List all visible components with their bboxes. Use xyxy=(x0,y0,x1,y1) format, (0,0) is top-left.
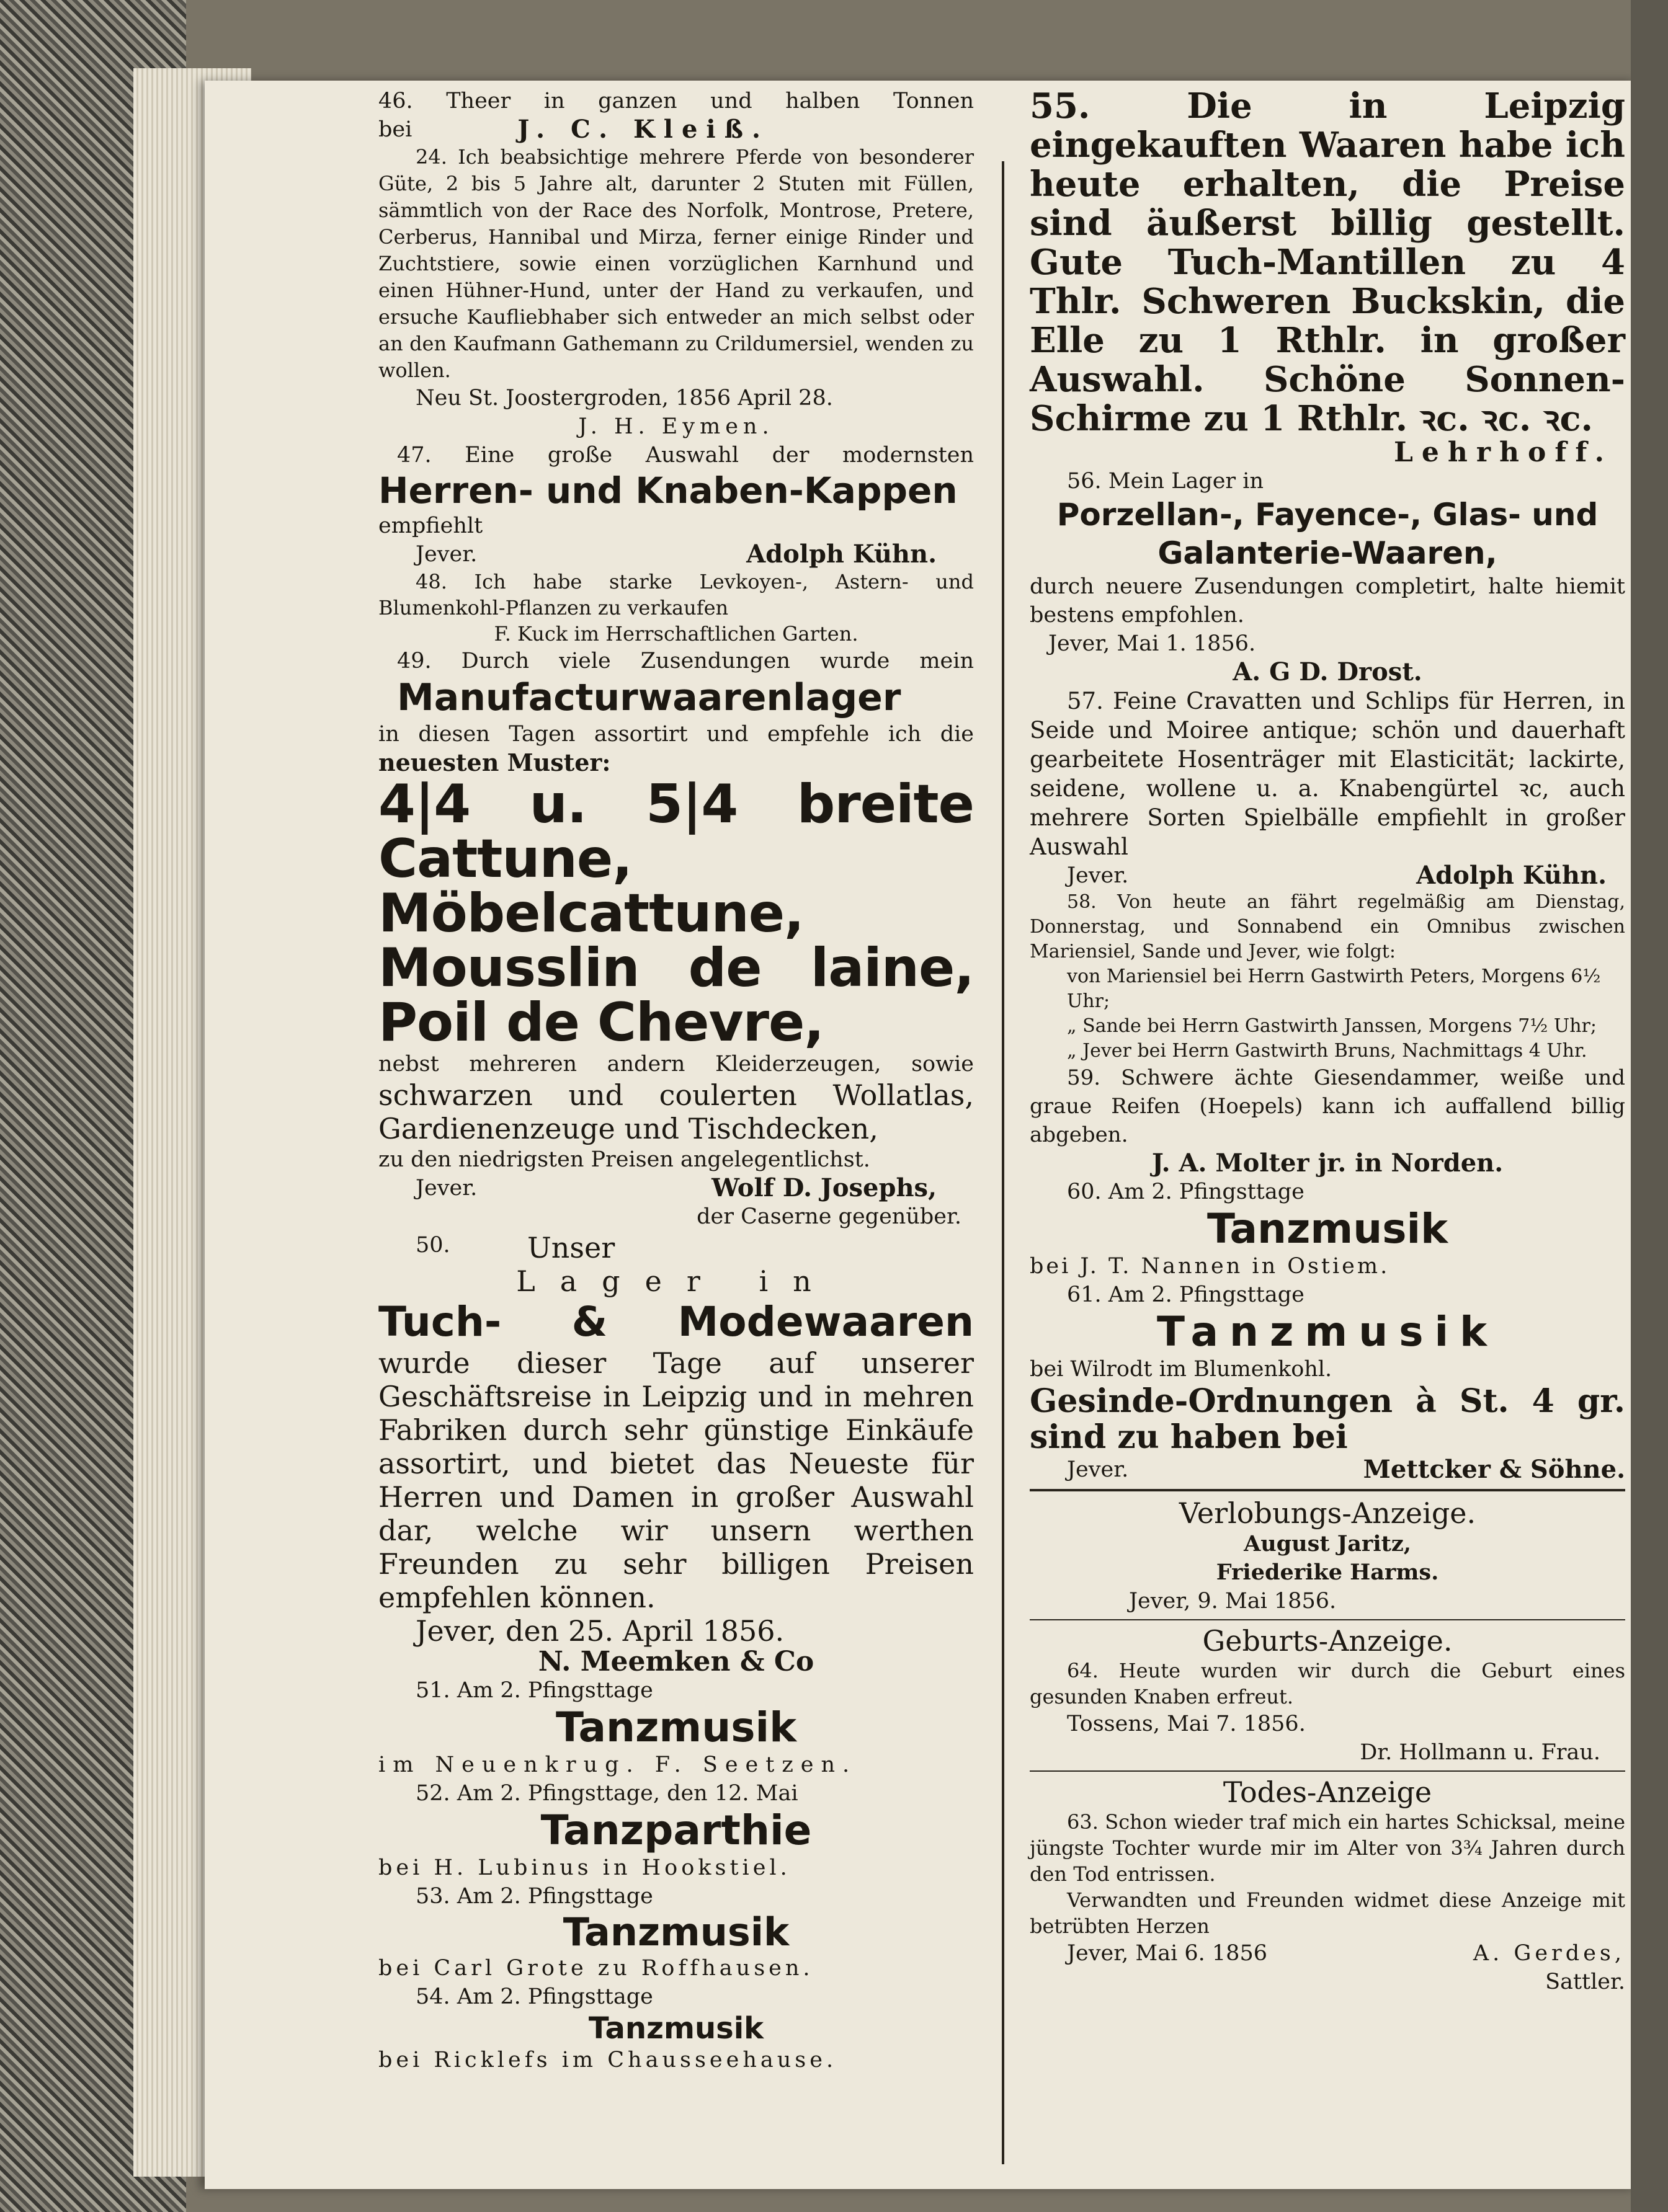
ad-56-signature: A. G D. Drost. xyxy=(1233,657,1422,686)
ad-48-text: 48. Ich habe starke Levkoyen-, Astern- und Blumenkohl-Pflanzen zu verkaufen xyxy=(378,570,974,620)
ad-56-date: Jever, Mai 1. 1856. xyxy=(1048,631,1256,656)
ad-58-line2: „ Sande bei Herrn Gastwirth Janssen, Morgens 7½ Uhr; xyxy=(1067,1015,1597,1037)
ad-55 xyxy=(1030,87,1625,467)
ad-60-line3: bei J. T. Nannen in Ostiem. xyxy=(1030,1254,1390,1279)
ad-48-signature: F. Kuck im Herrschaftlichen Garten. xyxy=(494,622,859,646)
ad-47 xyxy=(378,441,974,569)
verlobung-title: Verlobungs-Anzeige. xyxy=(1179,1496,1476,1530)
ad-47-headline: Herren- und Knaben-Kappen xyxy=(378,469,958,512)
ad-gesinde-text: Gesinde-Ordnungen à St. 4 gr. sind zu haben bei xyxy=(1030,1382,1625,1456)
ad-54 xyxy=(378,1983,974,2074)
ad-59-signature: J. A. Molter jr. in Norden. xyxy=(1151,1148,1504,1178)
geburt xyxy=(1030,1624,1625,1767)
ad-55-signature: Lehrhoff. xyxy=(1393,437,1613,468)
todes-text-2: Verwandten und Freunden widmet diese Anzeige mit betrübten Herzen xyxy=(1030,1888,1625,1938)
ad-49-line8: zu den niedrigsten Preisen angelegentlichst. xyxy=(378,1147,870,1172)
ad-49-headline: Manufacturwaarenlager xyxy=(397,676,901,719)
ad-60-text: 60. Am 2. Pfingsttage xyxy=(1067,1179,1305,1204)
ad-49-line6: nebst mehreren andern Kleiderzeugen, sowie xyxy=(378,1052,974,1077)
ad-54-headline: Tanzmusik xyxy=(588,2011,764,2046)
ad-46-signature: J. C. Kleiß. xyxy=(517,115,769,144)
ad-46-text: 46. Theer in ganzen und halben Tonnen xyxy=(378,89,974,113)
verlobung xyxy=(1030,1496,1625,1615)
ad-57-signature: Adolph Kühn. xyxy=(1416,861,1607,890)
ad-58-line1: von Mariensiel bei Herrn Gastwirth Peters, Morgens 6½ Uhr; xyxy=(1067,966,1601,1012)
ad-gesinde xyxy=(1030,1384,1625,1484)
ad-56-body: durch neuere Zusendungen completirt, halte hiemit bestens empfohlen. xyxy=(1030,574,1625,628)
ad-51 xyxy=(378,1676,974,1779)
ad-47-place: Jever. xyxy=(416,542,478,567)
ad-24 xyxy=(378,144,974,441)
ad-50-unser: Unser xyxy=(527,1231,615,1264)
ad-47-text: 47. Eine große Auswahl der modernsten xyxy=(397,443,974,468)
ad-49-line4: neuesten Muster: xyxy=(378,748,611,776)
ad-53-text: 53. Am 2. Pfingsttage xyxy=(416,1884,653,1909)
ad-49 xyxy=(378,647,974,1231)
section-rule xyxy=(1030,1770,1625,1772)
ad-49-signature: Wolf D. Josephs, xyxy=(711,1173,937,1202)
ad-52-line3: bei H. Lubinus in Hookstiel. xyxy=(378,1855,791,1880)
ad-61 xyxy=(1030,1281,1625,1384)
ad-60-headline: Tanzmusik xyxy=(1206,1205,1448,1253)
ad-55-text: 55. Die in Leipzig eingekauften Waaren habe ich heute erhalten, die Preise sind äußerst billig gestellt. Gute Tuch-Mantillen zu 4 Thlr. Schweren Buckskin, die Elle zu 1 Rthlr. in großer Auswahl. Schöne Sonnen-Schirme zu 1 Rthlr. ꝛc. ꝛc. ꝛc. xyxy=(1030,86,1625,439)
ad-53-line3: bei Carl Grote zu Roffhausen. xyxy=(378,1956,814,1981)
ad-56-text: 56. Mein Lager in xyxy=(1067,469,1264,494)
ad-58 xyxy=(1030,890,1625,1064)
next-page-edge xyxy=(1631,0,1668,2212)
section-rule xyxy=(1030,1619,1625,1620)
ad-49-big-text: 4|4 u. 5|4 breite Cattune, Möbelcattune, Mousslin de laine, Poil de Chevre, xyxy=(378,773,974,1054)
ad-57-text: 57. Feine Cravatten und Schlips für Herren, in Seide und Moiree antique; schön und dauerhaft gearbeitete Hosenträger mit Elasticität; lackirte, seidene, wollene u. a. Knabengürtel ꝛc, auch mehrere Sorten Spielbälle empfiehlt in großer Auswahl xyxy=(1030,688,1625,860)
ad-54-line3: bei Ricklefs im Chausseehause. xyxy=(378,2048,837,2072)
todes-signature: A. Gerdes, xyxy=(1473,1941,1625,1966)
ad-56 xyxy=(1030,467,1625,686)
ad-46-bei: bei xyxy=(378,117,413,142)
ad-24-date: Neu St. Joostergroden, 1856 April 28. xyxy=(416,386,833,411)
ad-24-text: 24. Ich beabsichtige mehrere Pferde von besonderer Güte, 2 bis 5 Jahre alt, darunter 2 Stuten mit Füllen, sämmtlich von der Race des Norfolk, Montrose, Pretere, Cerberus, Hannibal und Mirza, ferner einige Rinder und Zuchtstiere, sowie einen vorzüglichen Karnhund und einen Hühner-Hund, unter der Hand zu verkaufen, und ersuche Kaufliebhaber sich entweder an mich selbst oder an den Kaufmann Gathemann zu Crildumersiel, wenden zu wollen. xyxy=(378,145,974,382)
ad-49-mid-text: schwarzen und coulerten Wollatlas, Gardienenzeuge und Tischdecken, xyxy=(378,1078,974,1145)
verlobung-name-1: August Jaritz, xyxy=(1244,1531,1411,1557)
ad-51-text: 51. Am 2. Pfingsttage xyxy=(416,1678,653,1703)
verlobung-date: Jever, 9. Mai 1856. xyxy=(1129,1589,1337,1614)
ad-60 xyxy=(1030,1178,1625,1281)
ad-59-text: 59. Schwere ächte Giesendammer, weiße und graue Reifen (Hoepels) kann ich auffallend billig abgeben. xyxy=(1030,1065,1625,1147)
ad-50-text: wurde dieser Tage auf unserer Geschäftsreise in Leipzig und in mehren Fabriken durch sehr günstige Einkäufe assortirt, und bietet das Neueste für Herren und Damen in großer Auswahl dar, welche wir unsern werthen Freunden zu sehr billigen Preisen empfehlen können. xyxy=(378,1346,974,1614)
todes xyxy=(1030,1775,1625,1996)
ad-56-headline: Porzellan-, Fayence-, Glas- und Galanterie-Waaren, xyxy=(1056,497,1599,571)
column-divider xyxy=(1002,161,1004,2164)
ad-52 xyxy=(378,1779,974,1882)
ad-50-num: 50. xyxy=(416,1233,450,1258)
ad-59 xyxy=(1030,1064,1625,1178)
ad-47-signature: Adolph Kühn. xyxy=(746,540,937,569)
ad-54-text: 54. Am 2. Pfingsttage xyxy=(416,1984,653,2009)
todes-date: Jever, Mai 6. 1856 xyxy=(1067,1941,1267,1966)
ad-50-headline: Tuch- & Modewaaren xyxy=(378,1298,974,1346)
todes-title: Todes-Anzeige xyxy=(1223,1775,1432,1809)
right-column xyxy=(1030,87,1625,1996)
section-rule xyxy=(1030,1489,1625,1491)
ad-gesinde-place: Jever. xyxy=(1067,1457,1129,1482)
geburt-signature: Dr. Hollmann u. Frau. xyxy=(1360,1740,1600,1765)
ad-52-headline: Tanzparthie xyxy=(540,1806,812,1854)
ad-58-line3: „ Jever bei Herrn Gastwirth Bruns, Nachmittags 4 Uhr. xyxy=(1067,1040,1587,1062)
ad-52-text: 52. Am 2. Pfingsttage, den 12. Mai xyxy=(416,1781,798,1806)
left-column xyxy=(378,87,974,2074)
todes-text: 63. Schon wieder traf mich ein hartes Schicksal, meine jüngste Tochter wurde mir im Alter von 3¾ Jahren durch den Tod entrissen. xyxy=(1030,1810,1625,1886)
ad-50 xyxy=(378,1231,974,1676)
ad-24-signature: J. H. Eymen. xyxy=(578,414,774,439)
ad-58-text: 58. Von heute an fährt regelmäßig am Dienstag, Donnerstag, und Sonnabend ein Omnibus zwischen Mariensiel, Sande und Jever, wie folgt: xyxy=(1030,891,1625,962)
ad-47-empfiehlt: empfiehlt xyxy=(378,513,483,538)
geburt-title: Geburts-Anzeige. xyxy=(1202,1624,1453,1658)
ad-61-headline: Tanzmusik xyxy=(1156,1308,1498,1356)
ad-53 xyxy=(378,1882,974,1983)
ad-57 xyxy=(1030,686,1625,890)
verlobung-name-2: Friederike Harms. xyxy=(1216,1560,1439,1585)
ad-51-line3: im Neuenkrug. F. Seetzen. xyxy=(378,1752,857,1777)
ad-61-line3: bei Wilrodt im Blumenkohl. xyxy=(1030,1357,1332,1382)
ad-49-line3: in diesen Tagen assortirt und empfehle ich die xyxy=(378,722,974,747)
geburt-text: 64. Heute wurden wir durch die Geburt eines gesunden Knaben erfreut. xyxy=(1030,1659,1625,1708)
ad-51-headline: Tanzmusik xyxy=(555,1703,796,1751)
ad-57-place: Jever. xyxy=(1067,863,1129,888)
todes-signature-2: Sattler. xyxy=(1545,1970,1625,1994)
ad-gesinde-signature: Mettcker & Söhne. xyxy=(1363,1455,1625,1484)
ad-49-signature-2: der Caserne gegenüber. xyxy=(697,1204,961,1229)
ad-50-lager: Lager in xyxy=(516,1264,836,1298)
ad-49-place: Jever. xyxy=(416,1176,478,1201)
ad-49-text: 49. Durch viele Zusendungen wurde mein xyxy=(397,649,974,673)
ad-53-headline: Tanzmusik xyxy=(563,1909,790,1955)
ad-61-text: 61. Am 2. Pfingsttage xyxy=(1067,1282,1305,1307)
ad-50-signature: N. Meemken & Co xyxy=(538,1646,814,1677)
geburt-date: Tossens, Mai 7. 1856. xyxy=(1067,1712,1306,1736)
ad-48 xyxy=(378,569,974,647)
ad-50-date: Jever, den 25. April 1856. xyxy=(416,1614,785,1648)
ad-46 xyxy=(378,87,974,144)
